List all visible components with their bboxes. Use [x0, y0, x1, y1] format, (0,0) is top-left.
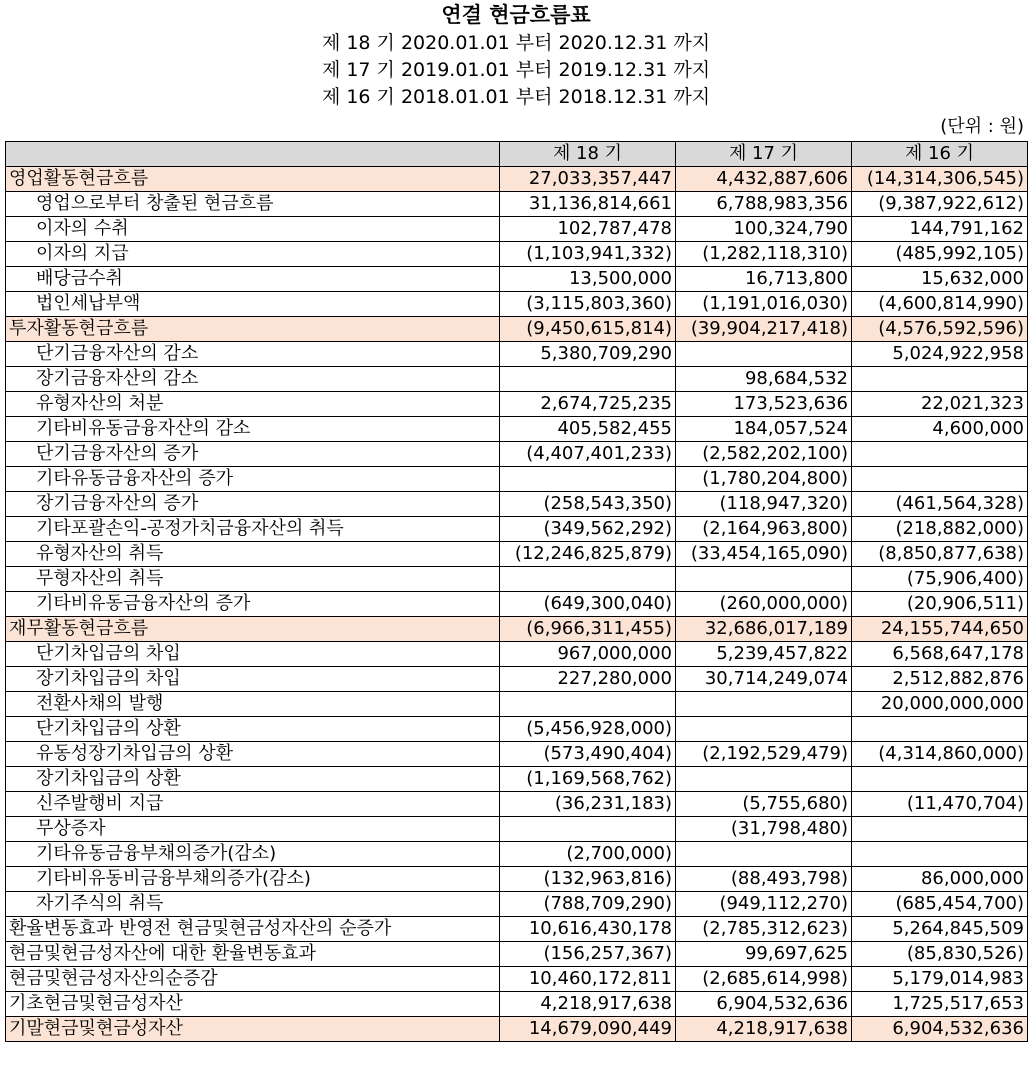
table-row [6, 292, 1028, 317]
table-row [6, 417, 1028, 442]
value-period-18: 405,582,455 [500, 417, 676, 442]
value-period-18: 4,218,917,638 [500, 992, 676, 1017]
value-period-18 [500, 692, 676, 717]
value-period-18: (349,562,292) [500, 517, 676, 542]
value-period-17: 184,057,524 [676, 417, 852, 442]
value-period-17: 4,218,917,638 [676, 1017, 852, 1042]
value-period-16 [852, 817, 1028, 842]
table-row [6, 942, 1028, 967]
row-label: 배당금수취 [6, 267, 500, 292]
value-period-18: 31,136,814,661 [500, 192, 676, 217]
table-row [6, 517, 1028, 542]
value-period-17: 30,714,249,074 [676, 667, 852, 692]
value-period-17: (1,191,016,030) [676, 292, 852, 317]
value-period-18 [500, 467, 676, 492]
table-row [6, 167, 1028, 192]
value-period-16: 4,600,000 [852, 417, 1028, 442]
table-row [6, 742, 1028, 767]
value-period-18: (573,490,404) [500, 742, 676, 767]
value-period-16 [852, 442, 1028, 467]
value-period-16: (461,564,328) [852, 492, 1028, 517]
row-label: 자기주식의 취득 [6, 892, 500, 917]
value-period-18 [500, 817, 676, 842]
table-row [6, 992, 1028, 1017]
row-label: 유형자산의 취득 [6, 542, 500, 567]
row-label: 장기차입금의 상환 [6, 767, 500, 792]
row-label: 기타비유동금융자산의 증가 [6, 592, 500, 617]
value-period-17: (1,282,118,310) [676, 242, 852, 267]
value-period-16: (218,882,000) [852, 517, 1028, 542]
table-row [6, 467, 1028, 492]
value-period-16: 15,632,000 [852, 267, 1028, 292]
row-label: 유동성장기차입금의 상환 [6, 742, 500, 767]
table-row [6, 492, 1028, 517]
table-row [6, 342, 1028, 367]
value-period-18: (788,709,290) [500, 892, 676, 917]
value-period-17 [676, 717, 852, 742]
value-period-18: (6,966,311,455) [500, 617, 676, 642]
row-label: 영업활동현금흐름 [6, 167, 500, 192]
value-period-17: (949,112,270) [676, 892, 852, 917]
value-period-17 [676, 342, 852, 367]
value-period-16: (20,906,511) [852, 592, 1028, 617]
value-period-18: (1,103,941,332) [500, 242, 676, 267]
header-period-18: 제 18 기 [500, 142, 676, 167]
value-period-16: 1,725,517,653 [852, 992, 1028, 1017]
value-period-17 [676, 767, 852, 792]
value-period-18: (258,543,350) [500, 492, 676, 517]
value-period-17: 6,788,983,356 [676, 192, 852, 217]
value-period-17: 98,684,532 [676, 367, 852, 392]
table-row [6, 792, 1028, 817]
value-period-16: 86,000,000 [852, 867, 1028, 892]
value-period-18: 2,674,725,235 [500, 392, 676, 417]
value-period-16: (8,850,877,638) [852, 542, 1028, 567]
row-label: 단기금융자산의 증가 [6, 442, 500, 467]
value-period-18: (4,407,401,233) [500, 442, 676, 467]
value-period-17: (39,904,217,418) [676, 317, 852, 342]
value-period-17 [676, 567, 852, 592]
value-period-18: (3,115,803,360) [500, 292, 676, 317]
value-period-18: 967,000,000 [500, 642, 676, 667]
row-label: 이자의 수취 [6, 217, 500, 242]
row-label: 재무활동현금흐름 [6, 617, 500, 642]
value-period-18: 227,280,000 [500, 667, 676, 692]
row-label: 기말현금및현금성자산 [6, 1017, 500, 1042]
value-period-16: 24,155,744,650 [852, 617, 1028, 642]
value-period-17 [676, 842, 852, 867]
value-period-18: (5,456,928,000) [500, 717, 676, 742]
value-period-18: 14,679,090,449 [500, 1017, 676, 1042]
value-period-16: 5,024,922,958 [852, 342, 1028, 367]
table-row [6, 192, 1028, 217]
row-label: 장기금융자산의 증가 [6, 492, 500, 517]
value-period-18: (2,700,000) [500, 842, 676, 867]
row-label: 무형자산의 취득 [6, 567, 500, 592]
value-period-16: 5,179,014,983 [852, 967, 1028, 992]
value-period-16: 2,512,882,876 [852, 667, 1028, 692]
value-period-16: (685,454,700) [852, 892, 1028, 917]
value-period-17: (2,192,529,479) [676, 742, 852, 767]
table-row [6, 592, 1028, 617]
row-label: 환율변동효과 반영전 현금및현금성자산의 순증가 [6, 917, 500, 942]
table-row [6, 717, 1028, 742]
table-row [6, 917, 1028, 942]
table-row [6, 217, 1028, 242]
row-label: 단기차입금의 상환 [6, 717, 500, 742]
table-row [6, 892, 1028, 917]
header-period-17: 제 17 기 [676, 142, 852, 167]
value-period-17: 6,904,532,636 [676, 992, 852, 1017]
value-period-18: (649,300,040) [500, 592, 676, 617]
row-label: 단기금융자산의 감소 [6, 342, 500, 367]
value-period-17: 99,697,625 [676, 942, 852, 967]
table-row [6, 267, 1028, 292]
table-row [6, 642, 1028, 667]
row-label: 기타비유동비금융부채의증가(감소) [6, 867, 500, 892]
row-label: 기타유동금융부채의증가(감소) [6, 842, 500, 867]
statement-title: 연결 현금흐름표 [441, 3, 591, 27]
table-row [6, 242, 1028, 267]
value-period-16: 6,904,532,636 [852, 1017, 1028, 1042]
value-period-17: (118,947,320) [676, 492, 852, 517]
value-period-16: (485,992,105) [852, 242, 1028, 267]
value-period-18: (12,246,825,879) [500, 542, 676, 567]
table-row [6, 1017, 1028, 1042]
value-period-18: (1,169,568,762) [500, 767, 676, 792]
value-period-18: 10,460,172,811 [500, 967, 676, 992]
table-row [6, 442, 1028, 467]
row-label: 영업으로부터 창출된 현금흐름 [6, 192, 500, 217]
value-period-17: (2,685,614,998) [676, 967, 852, 992]
value-period-17: (2,582,202,100) [676, 442, 852, 467]
table-row [6, 817, 1028, 842]
value-period-16 [852, 467, 1028, 492]
value-period-17: 4,432,887,606 [676, 167, 852, 192]
row-label: 이자의 지급 [6, 242, 500, 267]
value-period-18: (132,963,816) [500, 867, 676, 892]
value-period-16 [852, 367, 1028, 392]
value-period-17: (5,755,680) [676, 792, 852, 817]
value-period-17: (2,164,963,800) [676, 517, 852, 542]
value-period-16: 22,021,323 [852, 392, 1028, 417]
table-row [6, 767, 1028, 792]
value-period-17: 5,239,457,822 [676, 642, 852, 667]
value-period-16 [852, 842, 1028, 867]
cash-flow-table [5, 141, 1028, 1042]
value-period-18: 5,380,709,290 [500, 342, 676, 367]
value-period-16: 144,791,162 [852, 217, 1028, 242]
value-period-18: 27,033,357,447 [500, 167, 676, 192]
row-label: 기초현금및현금성자산 [6, 992, 500, 1017]
period-line-18: 제 18 기 2020.01.01 부터 2020.12.31 까지 [321, 32, 711, 54]
table-row [6, 392, 1028, 417]
row-label: 투자활동현금흐름 [6, 317, 500, 342]
period-line-16: 제 16 기 2018.01.01 부터 2018.12.31 까지 [321, 86, 711, 108]
value-period-16: 20,000,000,000 [852, 692, 1028, 717]
value-period-16: (14,314,306,545) [852, 167, 1028, 192]
table-row [6, 367, 1028, 392]
row-label: 현금및현금성자산에 대한 환율변동효과 [6, 942, 500, 967]
value-period-17: 173,523,636 [676, 392, 852, 417]
value-period-18: 102,787,478 [500, 217, 676, 242]
header-period-16: 제 16 기 [852, 142, 1028, 167]
table-row [6, 967, 1028, 992]
row-label: 장기금융자산의 감소 [6, 367, 500, 392]
value-period-17: (2,785,312,623) [676, 917, 852, 942]
table-row [6, 317, 1028, 342]
value-period-16: (9,387,922,612) [852, 192, 1028, 217]
value-period-17: (260,000,000) [676, 592, 852, 617]
row-label: 단기차입금의 차입 [6, 642, 500, 667]
table-row [6, 542, 1028, 567]
period-line-17: 제 17 기 2019.01.01 부터 2019.12.31 까지 [321, 59, 711, 81]
value-period-18 [500, 567, 676, 592]
row-label: 법인세납부액 [6, 292, 500, 317]
row-label: 기타비유동금융자산의 감소 [6, 417, 500, 442]
value-period-16 [852, 767, 1028, 792]
table-row [6, 667, 1028, 692]
value-period-17: (88,493,798) [676, 867, 852, 892]
value-period-16 [852, 717, 1028, 742]
header-blank [6, 142, 500, 167]
value-period-17: (33,454,165,090) [676, 542, 852, 567]
row-label: 기타유동금융자산의 증가 [6, 467, 500, 492]
value-period-16: (4,314,860,000) [852, 742, 1028, 767]
table-row [6, 842, 1028, 867]
row-label: 유형자산의 처분 [6, 392, 500, 417]
table-header-row [6, 142, 1028, 167]
value-period-18: (9,450,615,814) [500, 317, 676, 342]
value-period-18: 10,616,430,178 [500, 917, 676, 942]
value-period-16: 5,264,845,509 [852, 917, 1028, 942]
row-label: 장기차입금의 차입 [6, 667, 500, 692]
value-period-17: 32,686,017,189 [676, 617, 852, 642]
value-period-17 [676, 692, 852, 717]
value-period-16: 6,568,647,178 [852, 642, 1028, 667]
table-row [6, 567, 1028, 592]
row-label: 기타포괄손익-공정가치금융자산의 취득 [6, 517, 500, 542]
row-label: 현금및현금성자산의순증감 [6, 967, 500, 992]
row-label: 신주발행비 지급 [6, 792, 500, 817]
value-period-18: (156,257,367) [500, 942, 676, 967]
value-period-16: (75,906,400) [852, 567, 1028, 592]
value-period-17: (31,798,480) [676, 817, 852, 842]
value-period-17: (1,780,204,800) [676, 467, 852, 492]
table-row [6, 867, 1028, 892]
value-period-18: (36,231,183) [500, 792, 676, 817]
value-period-17: 100,324,790 [676, 217, 852, 242]
table-row [6, 617, 1028, 642]
table-row [6, 692, 1028, 717]
value-period-16: (11,470,704) [852, 792, 1028, 817]
value-period-18 [500, 367, 676, 392]
value-period-16: (85,830,526) [852, 942, 1028, 967]
row-label: 전환사채의 발행 [6, 692, 500, 717]
value-period-18: 13,500,000 [500, 267, 676, 292]
row-label: 무상증자 [6, 817, 500, 842]
value-period-16: (4,600,814,990) [852, 292, 1028, 317]
value-period-17: 16,713,800 [676, 267, 852, 292]
value-period-16: (4,576,592,596) [852, 317, 1028, 342]
unit-label: (단위 : 원) [940, 116, 1024, 137]
